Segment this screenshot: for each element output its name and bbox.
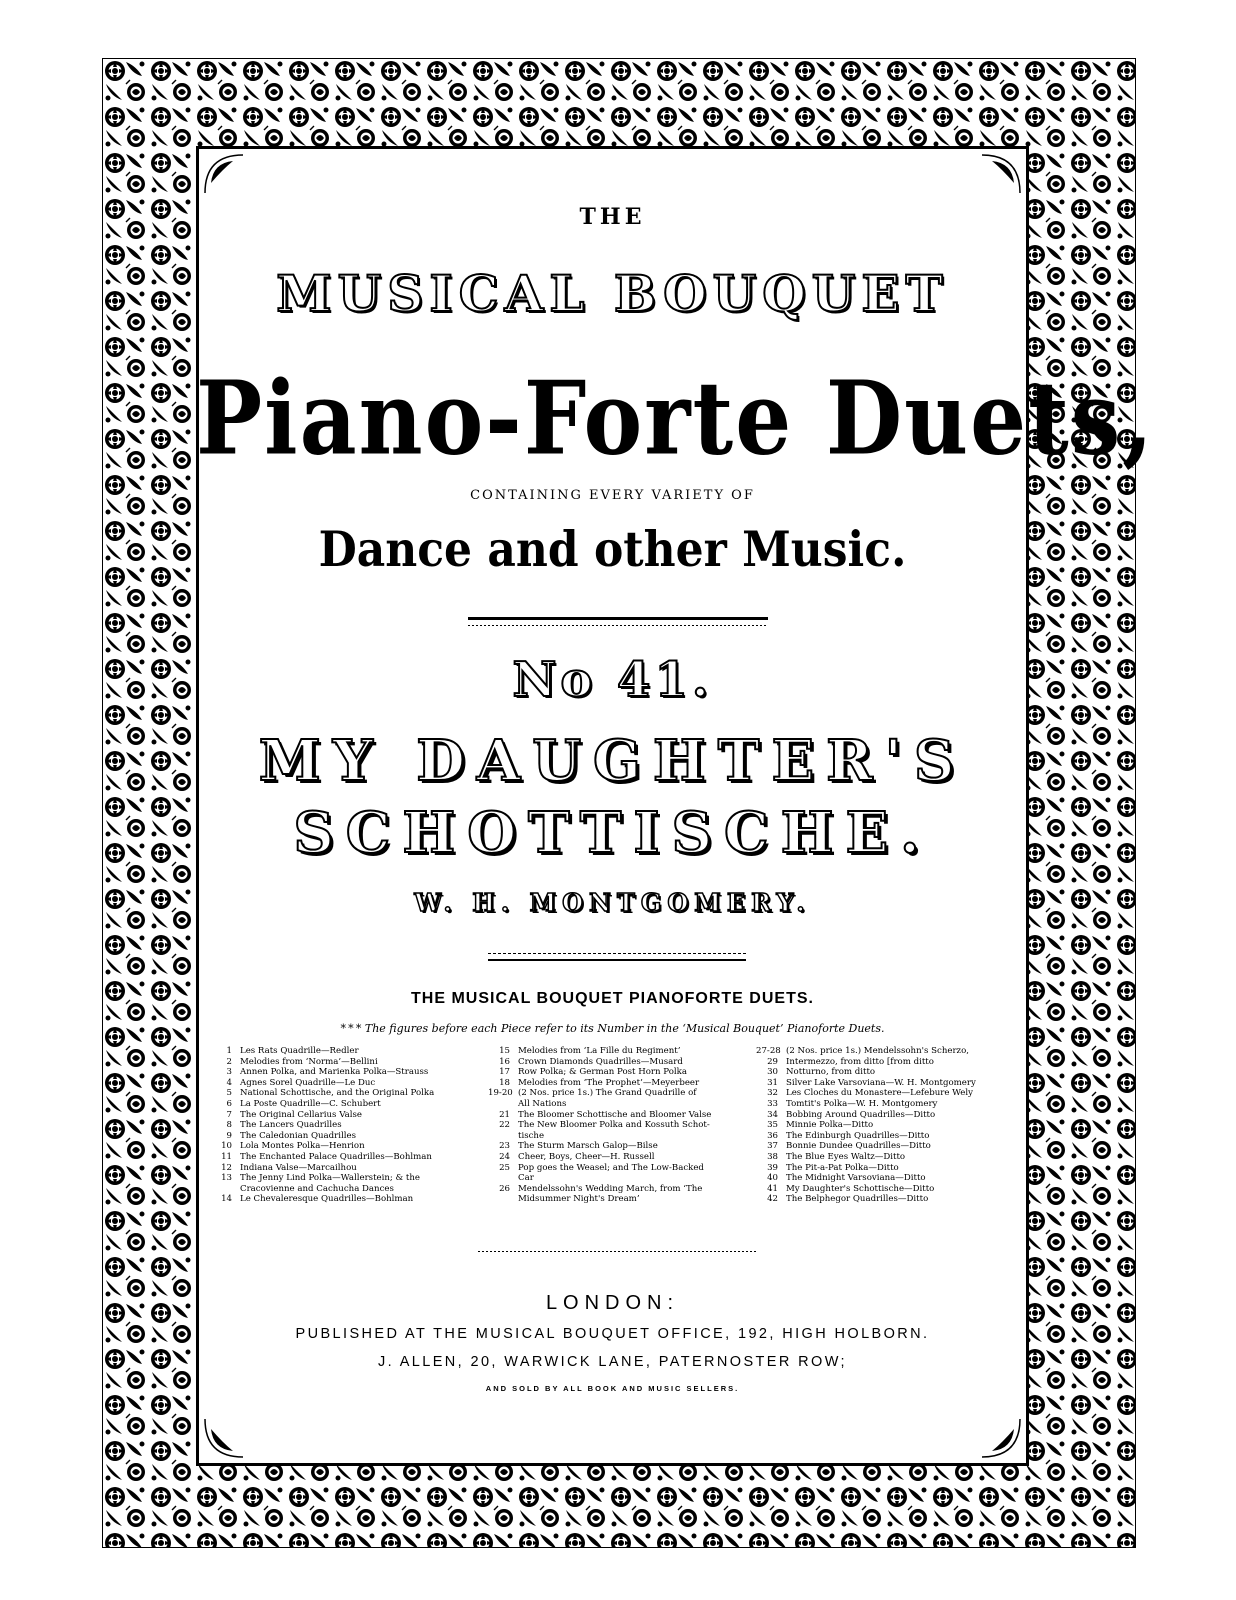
catalogue-entry	[756, 1141, 1011, 1152]
catalogue-entry	[488, 1152, 750, 1163]
catalogue-entry-number: 42	[767, 1194, 778, 1205]
catalogue-column-3	[756, 1046, 1011, 1205]
catalogue-entry-number: 37	[767, 1141, 778, 1152]
catalogue-entry	[756, 1173, 1011, 1184]
catalogue-entry-title: Row Polka; & German Post Horn Polka	[518, 1067, 687, 1078]
composer-name: W. H. MONTGOMERY.	[414, 888, 811, 917]
catalogue-entry	[218, 1141, 480, 1152]
issue-number: No 41.	[512, 652, 713, 708]
catalogue-entry-number: 27-28	[756, 1046, 781, 1056]
catalogue-entry-title: Les Rats Quadrille—Redler	[240, 1046, 359, 1056]
divider-rule-middle	[488, 953, 746, 954]
catalogue-entry-number: 22	[499, 1120, 510, 1131]
imprint-publisher: PUBLISHED AT THE MUSICAL BOUQUET OFFICE, 192, HIGH HOLBORN.	[295, 1326, 930, 1342]
catalogue-entry-title: Melodies from ‘The Prophet’—Meyerbeer	[518, 1077, 700, 1088]
catalogue-entry-number: 34	[767, 1109, 778, 1120]
catalogue-entry	[488, 1099, 750, 1110]
catalogue-entry	[756, 1120, 1011, 1131]
main-title: Piano-Forte Duets,	[196, 358, 1155, 478]
catalogue-entry-title: The Blue Eyes Waltz—Ditto	[786, 1151, 906, 1162]
catalogue-entry-number: 2	[226, 1056, 232, 1067]
the-heading: THE	[579, 204, 646, 230]
catalogue-entry-title: The New Bloomer Polka and Kossuth Schot-	[518, 1120, 710, 1131]
catalogue-entry	[218, 1194, 480, 1205]
catalogue-entry-number: 33	[767, 1098, 778, 1109]
catalogue-entry-title: La Poste Quadrille—C. Schubert	[240, 1098, 381, 1109]
imprint-city: LONDON:	[545, 1292, 680, 1314]
catalogue-entry-number: 39	[767, 1162, 778, 1173]
catalogue-entry	[756, 1152, 1011, 1163]
catalogue-entry-number: 13	[221, 1173, 232, 1184]
catalogue-entry-number: 10	[221, 1141, 232, 1152]
catalogue-entry	[218, 1046, 480, 1057]
catalogue-entry	[756, 1078, 1011, 1089]
catalogue-entry	[218, 1110, 480, 1121]
catalogue-entry	[756, 1131, 1011, 1142]
catalogue-note: * * * The figures before each Piece refer to its Number in the ‘Musical Bouquet’ Pianoforte Duets.	[340, 1022, 885, 1035]
catalogue-column-1	[218, 1046, 480, 1205]
catalogue-entry-title: Silver Lake Varsoviana—W. H. Montgomery	[786, 1077, 976, 1088]
catalogue-entry-title: The Jenny Lind Polka—Wallerstein; & the	[240, 1173, 420, 1184]
catalogue-entry-title: Pop goes the Weasel; and The Low-Backed	[518, 1162, 704, 1173]
divider-rule-middle-2	[488, 959, 746, 961]
catalogue-entry-title: Agnes Sorel Quadrille—Le Duc	[240, 1077, 376, 1088]
catalogue-entry-number	[488, 1099, 510, 1110]
catalogue-entry-title: Melodies from ‘Norma’—Bellini	[240, 1056, 378, 1067]
catalogue-entry-number: 41	[767, 1183, 778, 1194]
catalogue-entry	[756, 1110, 1011, 1121]
catalogue-entry-number: 12	[221, 1162, 232, 1173]
divider-rule-top	[468, 617, 768, 620]
catalogue-entry-title: Bonnie Dundee Quadrilles—Ditto	[786, 1141, 931, 1152]
catalogue-entry-number: 11	[221, 1151, 232, 1162]
catalogue-entry-number: 25	[499, 1162, 510, 1173]
catalogue-entry	[756, 1088, 1011, 1099]
catalogue-entry	[756, 1099, 1011, 1110]
subtitle: Dance and other Music.	[318, 522, 907, 579]
catalogue-entry-number: 24	[499, 1151, 510, 1162]
imprint-agent: J. ALLEN, 20, WARWICK LANE, PATERNOSTER ROW;	[378, 1354, 847, 1370]
catalogue-entry-number: 4	[226, 1077, 232, 1088]
catalogue-entry	[218, 1057, 480, 1068]
catalogue-entry-title: All Nations	[518, 1098, 567, 1109]
catalogue-entry-number: 16	[499, 1056, 510, 1067]
catalogue-entry-title: Le Chevaleresque Quadrilles—Bohlman	[240, 1194, 414, 1205]
catalogue-entry-number	[488, 1194, 510, 1205]
catalogue-entry	[488, 1088, 750, 1099]
catalogue-entry-number: 9	[226, 1130, 232, 1141]
catalogue-entry	[756, 1163, 1011, 1174]
catalogue-entry-title: The Pit-a-Pat Polka—Ditto	[786, 1162, 899, 1173]
catalogue-entry	[218, 1088, 480, 1099]
catalogue-entry-number: 1	[226, 1046, 232, 1056]
catalogue-entry	[756, 1194, 1011, 1205]
catalogue-entry-title: Indiana Valse—Marcailhou	[240, 1162, 357, 1173]
catalogue-entry-number: 14	[221, 1194, 232, 1205]
catalogue-entry-title: Minnie Polka—Ditto	[786, 1120, 874, 1131]
catalogue-entry	[488, 1194, 750, 1205]
catalogue-entry-title: Car	[518, 1173, 534, 1184]
catalogue-entry	[218, 1067, 480, 1078]
catalogue-entry-title: (2 Nos. price 1s.) Mendelssohn's Scherzo,	[786, 1046, 969, 1056]
catalogue-entry-title: The Edinburgh Quadrilles—Ditto	[786, 1130, 930, 1141]
catalogue-entry-number: 19-20	[488, 1088, 513, 1099]
catalogue-entry-number: 3	[226, 1067, 232, 1078]
containing-line: CONTAINING EVERY VARIETY OF	[470, 488, 755, 503]
catalogue-entry-title: Crown Diamonds Quadrilles—Musard	[518, 1056, 683, 1067]
catalogue-entry-number: 29	[767, 1056, 778, 1067]
catalogue-entry-title: The Bloomer Schottische and Bloomer Valse	[518, 1109, 712, 1120]
catalogue-entry	[488, 1046, 750, 1057]
catalogue-entry-title: The Midnight Varsoviana—Ditto	[786, 1173, 926, 1184]
catalogue-entry	[488, 1173, 750, 1184]
catalogue-entry-number: 30	[767, 1067, 778, 1078]
corner-ornament-bottom-left	[203, 1399, 263, 1459]
catalogue-entry-title: Mendelssohn's Wedding March, from ‘The	[518, 1183, 703, 1194]
catalogue-entry-number: 31	[767, 1077, 778, 1088]
catalogue-entry	[218, 1173, 480, 1184]
catalogue-entry-number: 5	[226, 1088, 232, 1099]
catalogue-entry-title: The Original Cellarius Valse	[240, 1109, 362, 1120]
catalogue-entry-title: The Lancers Quadrilles	[240, 1120, 342, 1131]
divider-rule-bottom	[478, 1251, 756, 1252]
catalogue-entry	[218, 1131, 480, 1142]
catalogue-entry-title: Annen Polka, and Marienka Polka—Strauss	[240, 1067, 429, 1078]
catalogue-entry	[488, 1184, 750, 1195]
catalogue-entry-title: Intermezzo, from ditto [from ditto	[786, 1056, 934, 1067]
catalogue-entry	[488, 1057, 750, 1068]
catalogue-entry-number: 35	[767, 1120, 778, 1131]
catalogue-entry-title: Cheer, Boys, Cheer—H. Russell	[518, 1151, 655, 1162]
catalogue-entry-number: 7	[226, 1109, 232, 1120]
catalogue-entry-number	[488, 1173, 510, 1184]
catalogue-entry-title: The Sturm Marsch Galop—Bilse	[518, 1141, 658, 1152]
catalogue-entry-title: tische	[518, 1130, 545, 1141]
catalogue-entry-number: 32	[767, 1088, 778, 1099]
catalogue-entry-title: Melodies from ‘La Fille du Regiment’	[518, 1046, 681, 1056]
catalogue-entry	[488, 1067, 750, 1078]
catalogue-entry	[488, 1163, 750, 1174]
catalogue-entry-number: 26	[499, 1183, 510, 1194]
imprint-sold-by: AND SOLD BY ALL BOOK AND MUSIC SELLERS.	[485, 1384, 740, 1393]
catalogue-entry-number: 15	[499, 1046, 510, 1056]
catalogue-entry	[756, 1046, 1011, 1057]
catalogue-entry-number: 18	[499, 1077, 510, 1088]
catalogue-entry-number: 40	[767, 1173, 778, 1184]
catalogue-entry	[756, 1057, 1011, 1068]
catalogue-entry	[756, 1067, 1011, 1078]
catalogue-entry-title: The Enchanted Palace Quadrilles—Bohlman	[240, 1151, 432, 1162]
catalogue-entry-title: Lola Montes Polka—Henrion	[240, 1141, 365, 1152]
catalogue-entry	[218, 1078, 480, 1089]
catalogue-entry	[488, 1141, 750, 1152]
catalogue-entry	[488, 1078, 750, 1089]
catalogue-entry-title: National Schottische, and the Original Polka	[240, 1088, 435, 1099]
catalogue-entry-title: (2 Nos. price 1s.) The Grand Quadrille of	[518, 1088, 697, 1099]
catalogue-entry-title: Cracovienne and Cachucha Dances	[240, 1183, 394, 1194]
piece-title-line1: MY DAUGHTER'S	[258, 728, 967, 794]
catalogue-entry	[488, 1131, 750, 1142]
catalogue-column-2	[488, 1046, 750, 1205]
catalogue-entry-number: 21	[499, 1109, 510, 1120]
catalogue-entry-number: 6	[226, 1098, 232, 1109]
catalogue-entry	[218, 1163, 480, 1174]
catalogue-entry-title: Tomtit's Polka—W. H. Montgomery	[786, 1098, 938, 1109]
catalogue-entry-number: 38	[767, 1151, 778, 1162]
catalogue-entry-number: 23	[499, 1141, 510, 1152]
catalogue-entry-title: The Caledonian Quadrilles	[240, 1130, 357, 1141]
piece-title-line2: SCHOTTISCHE.	[293, 800, 932, 866]
catalogue-entry-number: 8	[226, 1120, 232, 1131]
catalogue-entry-title: Bobbing Around Quadrilles—Ditto	[786, 1109, 936, 1120]
catalogue-entry	[218, 1152, 480, 1163]
series-title: MUSICAL BOUQUET	[276, 264, 949, 323]
catalogue-entry-title: Notturno, from ditto	[786, 1067, 876, 1078]
catalogue-entry-title: Midsummer Night's Dream’	[518, 1194, 640, 1205]
catalogue-entry	[218, 1184, 480, 1195]
catalogue-entry-title: My Daughter's Schottische—Ditto	[786, 1183, 935, 1194]
catalogue-heading: THE MUSICAL BOUQUET PIANOFORTE DUETS.	[411, 990, 814, 1007]
catalogue-entry-title: Les Cloches du Monastere—Lefebure Wely	[786, 1088, 973, 1099]
catalogue-entry	[218, 1120, 480, 1131]
catalogue-entry-title: The Belphegor Quadrilles—Ditto	[786, 1194, 929, 1205]
catalogue-entry	[218, 1099, 480, 1110]
catalogue-entry-number	[218, 1184, 232, 1195]
catalogue-entry-number: 17	[499, 1067, 510, 1078]
divider-rule-top-dotted	[468, 625, 768, 626]
catalogue-entry	[756, 1184, 1011, 1195]
corner-ornament-bottom-right	[962, 1399, 1022, 1459]
catalogue-entry	[488, 1120, 750, 1131]
catalogue-entry-number: 36	[767, 1130, 778, 1141]
catalogue-entry-number	[488, 1131, 510, 1142]
catalogue-entry	[488, 1110, 750, 1121]
